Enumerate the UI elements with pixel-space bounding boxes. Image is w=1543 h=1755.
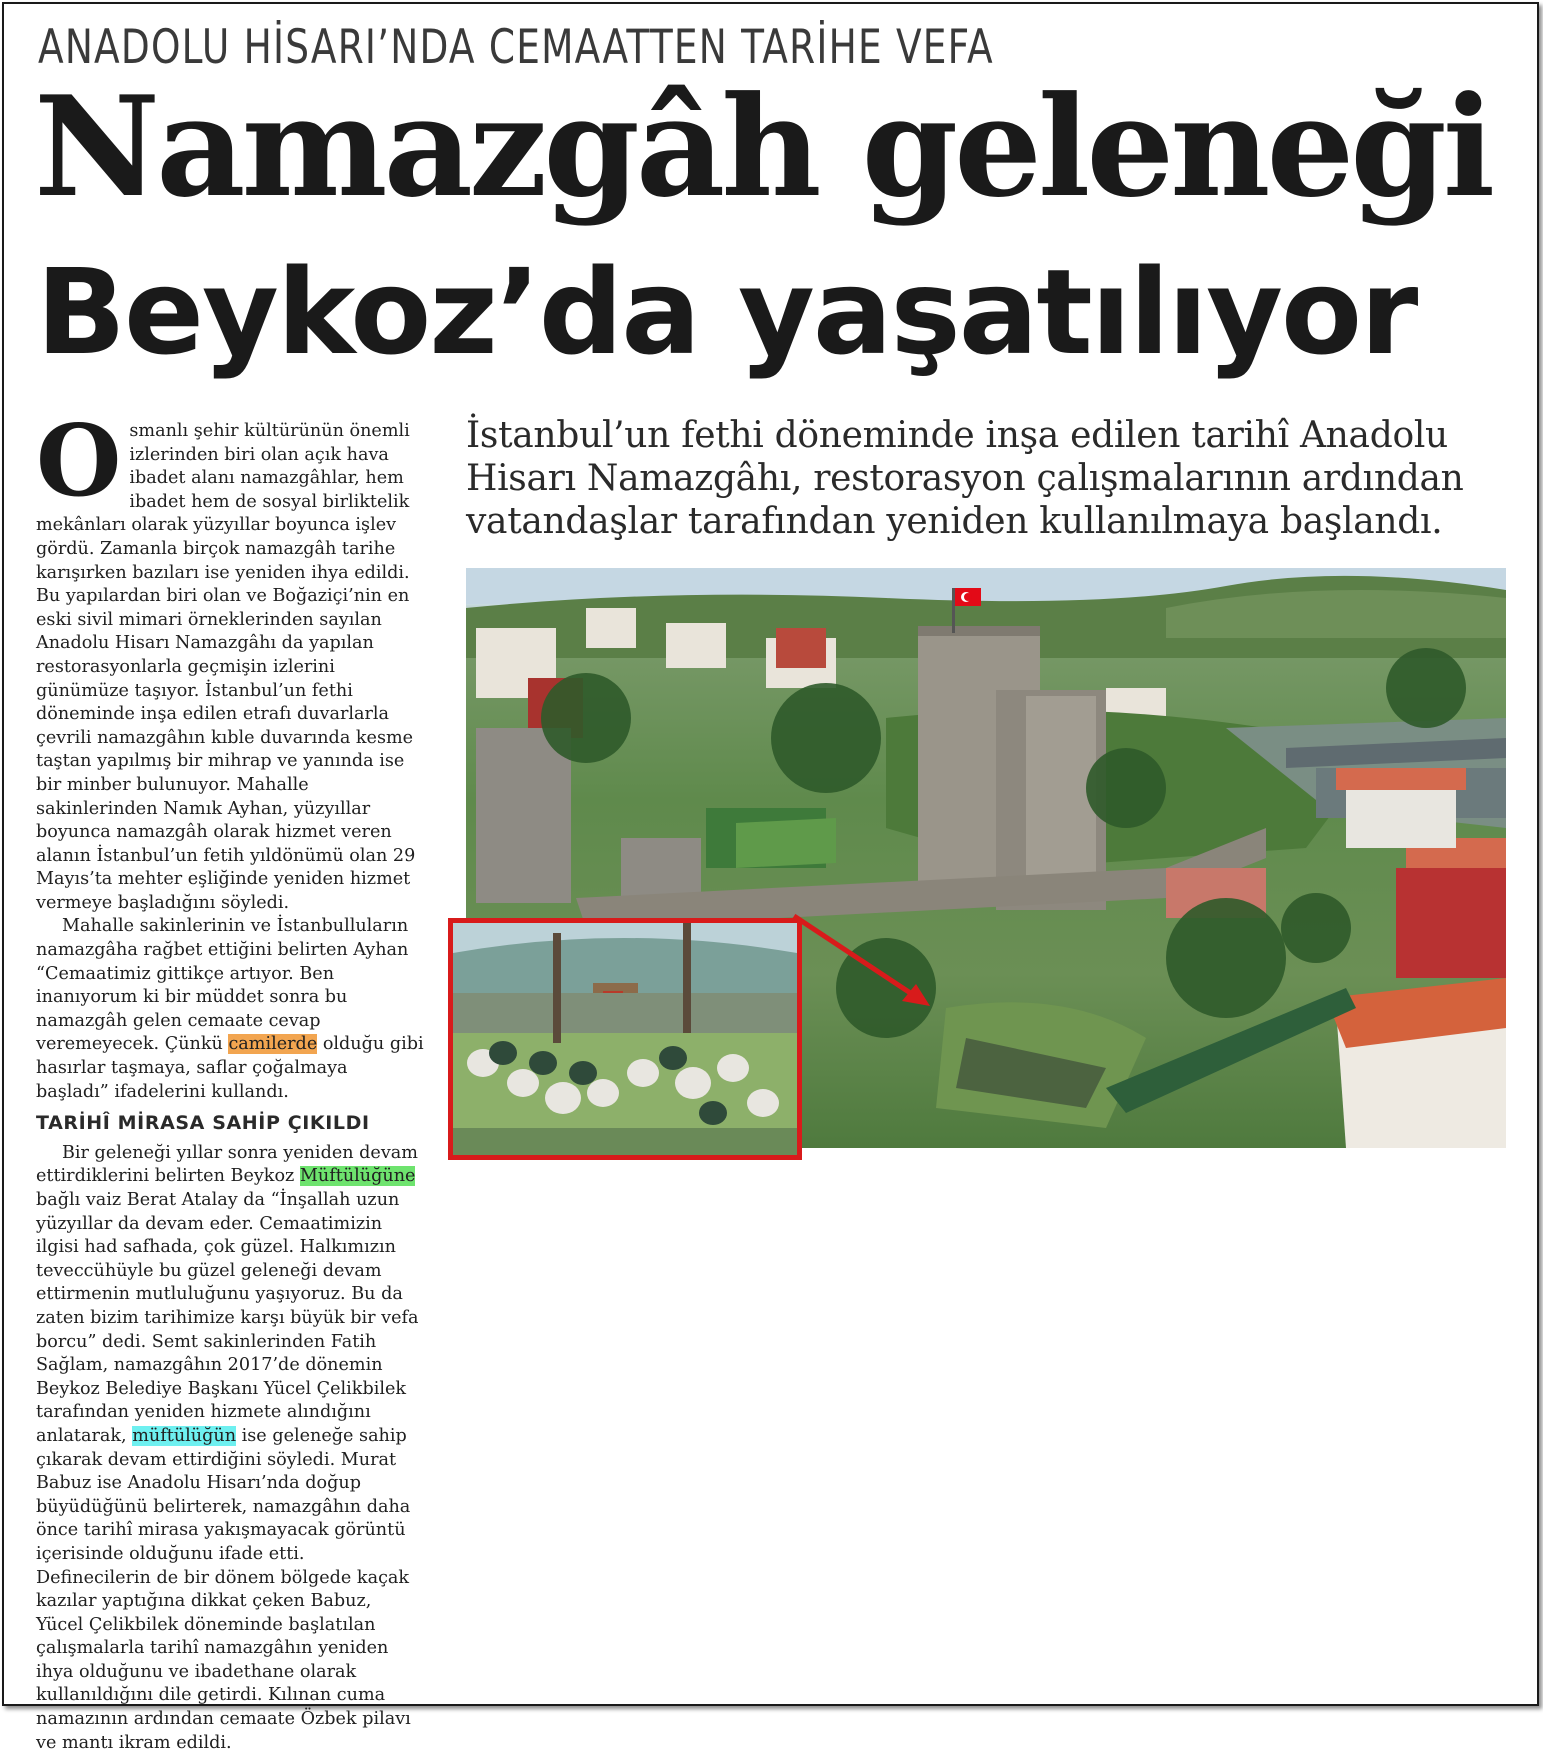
inset-photo-congregation [448,918,802,1160]
paragraph-text: bağlı vaiz Berat Atalay da “İnşallah uzun yüzyıllar da devam eder. Cemaatimizin ilgisi had safhada, çok güzel. Halkımızın teveccühüyle bu güzel geleneği devam ettirmenin mutluluğunu yaşıyoruz. Bu da zaten bizim tarihimize karşı büyük bir vefa borcu” dedi. Semt sakinlerinden Fatih Sağlam, namazgâhın 2017’de dönemin Beykoz Belediye Başkanı Yücel Çelikbilek tarafından yeniden hizmete alındığını anlatarak, [36,1190,419,1446]
highlight-camilerde: camilerde [228,1034,318,1055]
paragraph-text: Bir geleneği yıllar sonra yeniden devam ettirdiklerini belirten Beykoz [36,1142,418,1187]
paragraph-1 [36,404,424,915]
paragraph-text: Mahalle sakinlerinin ve İstanbulluların namazgâha rağbet ettiğini belirten Ayhan “Cemaatimiz gittikçe artıyor. Ben inanıyorum ki bir müddet sonra bu namazgâh gelen cemaate cevap veremeyecek. Çünkü [36,916,409,1055]
deck-line: Hisarı Namazgâhı, restorasyon çalışmalarının ardından [466,458,1464,499]
subheading: TARİHÎ MİRASA SAHİP ÇIKILDI [36,1112,370,1135]
paragraph-text: smanlı şehir kültürünün önemli izlerinden biri olan açık hava ibadet alanı namazgâhlar, hem ibadet hem de sosyal birliktelik mekânları olarak yüzyıllar boyunca işlev gördü. Zamanla birçok namazgâh tarihe karışırken bazıları ise yeniden ihya edildi. Bu yapılardan biri olan ve Boğaziçi’nin en eski sivil mimari örneklerinden sayılan Anadolu Hisarı Namazgâhı da yapılan restorasyonlarla geçmişin izlerini günümüze taşıyor. İstanbul’un fethi döneminde inşa edilen etrafı duvarlarla çevrili namazgâhın kıble duvarında kesme taştan yapılmış bir mihrap ve yanında ise bir minber bulunuyor. Mahalle sakinlerinden Namık Ayhan, yüzyıllar boyunca namazgâh olarak hizmet veren alanın İstanbul’un fetih yıldönümü olan 29 Mayıs’ta mehter eşliğinde yeniden hizmet vermeye başladığını söyledi. [36,421,416,913]
highlight-muftuluguene: Müftülüğüne [299,1166,416,1187]
article-body [36,404,424,1755]
castle-tower-main [918,626,1106,910]
deck-line: vatandaşlar tarafından yeniden kullanılmaya başlandı. [466,501,1443,542]
highlight-muftulugun: müftülüğün [132,1425,237,1446]
deck [466,414,1526,543]
dropcap: O [36,404,122,519]
kicker: ANADOLU HİSARI’NDA CEMAATTEN TARİHE VEFA [38,20,994,75]
red-arrow-icon [790,906,940,1014]
inset-photo-drawing [453,923,797,1155]
paragraph-text: ise geleneğe sahip çıkarak devam ettirdiğini söyledi. Murat Babuz ise Anadolu Hisarı’nda doğup büyüdüğünü belirterek, namazgâhın daha önce tarihî mirasa yakışmayacak görüntü içerisinde olduğunu ifade etti. Definecilerin de bir dönem bölgede kaçak kazılar yaptığına dikkat çeken Babuz, Yücel Çelikbilek döneminde başlatılan çalışmalarla tarihî namazgâhın yeniden ihya olduğunu ve ibadethane olarak kullanıldığını dile getirdi. Kılınan cuma namazının ardından cemaate Özbek pilavı ve mantı ikram edildi. [36,1425,411,1753]
deck-line: İstanbul’un fethi döneminde inşa edilen tarihî Anadolu [466,415,1448,456]
paragraph-text: olduğu gibi hasırlar taşmaya, saflar çoğalmaya başladı” ifadelerini kullandı. [36,1034,424,1102]
paragraph-3 [36,1142,424,1755]
headline-line-2: Beykoz’da yaşatılıyor [36,243,1417,381]
paragraph-2 [36,915,424,1104]
headline-line-1: Namazgâh geleneği [34,65,1492,228]
